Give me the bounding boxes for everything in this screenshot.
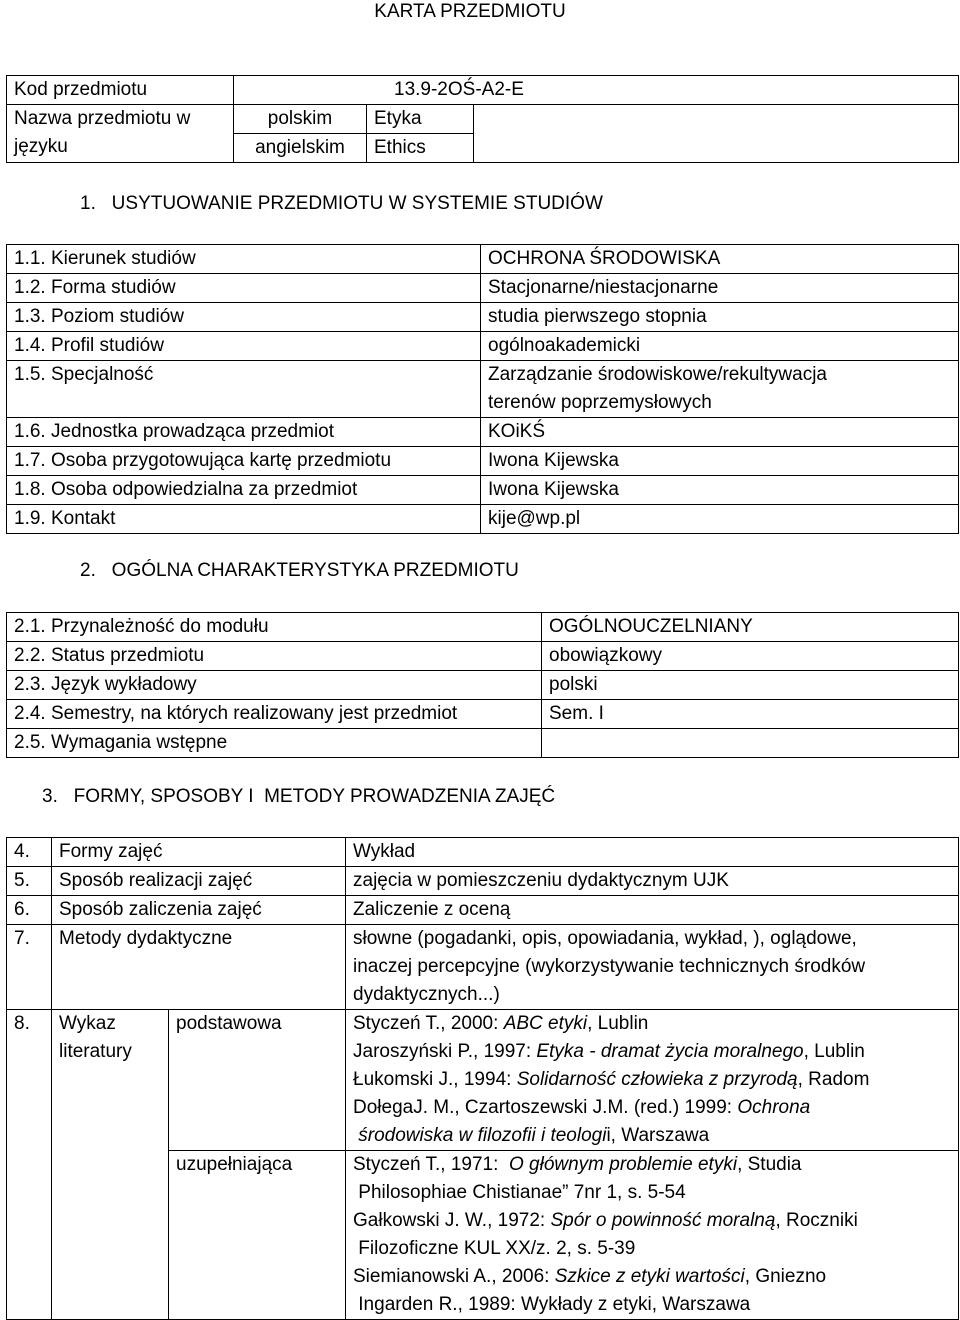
lang-polish: polskim [234,105,367,134]
s1-value: studia pierwszego stopnia [481,303,959,332]
s3-value-line: słowne (pogadanki, opis, opowiadania, wykład, ), oglądowe, [353,928,857,949]
literature-basic-row [7,1010,959,1151]
s1-label: 1.8. Osoba odpowiedzialna za przedmiot [7,476,481,505]
lang-english: angielskim [234,134,367,163]
s1-label: 1.2. Forma studiów [7,274,481,303]
s1-label: 1.6. Jednostka prowadząca przedmiot [7,418,481,447]
s3-value-line: inaczej percepcyjne (wykorzystywanie technicznych środków [353,956,866,977]
s1-value: KOiKŚ [481,418,959,447]
s3-row [7,838,959,867]
s3-row [7,867,959,896]
literature-item: środowiska w filozofii i teologii, Warszawa [358,1125,710,1146]
name-polish: Etyka [367,105,474,134]
s1-row [7,332,959,361]
literature-item: DołegaJ. M., Czartoszewski J.M. (red.) 1999: Ochrona [353,1097,811,1118]
s1-value: Iwona Kijewska [481,447,959,476]
section3-table [6,837,959,1320]
s1-label: 1.3. Poziom studiów [7,303,481,332]
literature-supp-list [346,1151,959,1320]
s3-label: Sposób zaliczenia zajęć [52,896,346,925]
header-table [6,75,959,163]
s3-num: 5. [7,867,52,896]
literature-item: Styczeń T., 2000: ABC etyki, Lublin [353,1013,649,1034]
s1-label: 1.7. Osoba przygotowująca kartę przedmiotu [7,447,481,476]
s1-value: OCHRONA ŚRODOWISKA [481,245,959,274]
code-value: 13.9-2OŚ-A2-E [234,76,959,105]
literature-item: Gałkowski J. W., 1972: Spór o powinność moralną, Roczniki [353,1210,858,1231]
s3-num: 4. [7,838,52,867]
s1-value: ogólnoakademicki [481,332,959,361]
s1-value-line1: Zarządzanie środowiskowe/rekultywacja [488,364,827,385]
s2-label: 2.5. Wymagania wstępne [7,729,542,758]
literature-item: Łukomski J., 1994: Solidarność człowieka z przyrodą, Radom [353,1069,870,1090]
s1-label: 1.1. Kierunek studiów [7,245,481,274]
name-label [7,105,234,163]
s3-row [7,896,959,925]
literature-num: 8. [7,1010,52,1320]
s3-value: zajęcia w pomieszczeniu dydaktycznym UJK [346,867,959,896]
name-row-1 [7,105,959,134]
s2-label: 2.2. Status przedmiotu [7,642,542,671]
s1-row [7,505,959,534]
s2-value [542,729,959,758]
s3-label: Sposób realizacji zajęć [52,867,346,896]
s1-label: 1.4. Profil studiów [7,332,481,361]
s3-num: 7. [7,925,52,1010]
s3-value: Wykład [346,838,959,867]
literature-basic-label: podstawowa [169,1010,346,1151]
literature-supp-label: uzupełniająca [169,1151,346,1320]
s2-label: 2.4. Semestry, na których realizowany jest przedmiot [7,700,542,729]
section2-table [6,612,959,758]
s2-row [7,642,959,671]
s3-label: Formy zajęć [52,838,346,867]
s3-value: Zaliczenie z oceną [346,896,959,925]
s2-value: polski [542,671,959,700]
s1-label: 1.5. Specjalność [7,361,481,418]
literature-label-line2: literatury [59,1041,132,1062]
s1-value-line2: terenów poprzemysłowych [488,392,712,413]
literature-item: Filozoficzne KUL XX/z. 2, s. 5-39 [353,1238,636,1259]
name-empty [474,105,959,163]
code-row [7,76,959,105]
s2-row [7,729,959,758]
s1-row [7,447,959,476]
section1-table [6,244,959,534]
literature-item: Siemianowski A., 2006: Szkice z etyki wartości, Gniezno [353,1266,827,1287]
literature-label [52,1010,169,1320]
s1-row [7,245,959,274]
s3-num: 6. [7,896,52,925]
code-label: Kod przedmiotu [7,76,234,105]
s3-value-line: dydaktycznych...) [353,984,500,1005]
s1-row [7,361,959,418]
literature-item: Styczeń T., 1971: O głównym problemie etyki, Studia [353,1154,802,1175]
s1-label: 1.9. Kontakt [7,505,481,534]
literature-item: Ingarden R., 1989: Wykłady z etyki, Warszawa [353,1294,751,1315]
section2-heading: 2. OGÓLNA CHARAKTERYSTYKA PRZEDMIOTU [80,560,519,581]
name-label-line2: języku [14,136,68,157]
s2-value: OGÓLNOUCZELNIANY [542,613,959,642]
name-english: Ethics [367,134,474,163]
s2-row [7,671,959,700]
s1-row [7,476,959,505]
s3-value [346,925,959,1010]
s1-value: Iwona Kijewska [481,476,959,505]
s1-value: Stacjonarne/niestacjonarne [481,274,959,303]
s3-label: Metody dydaktyczne [52,925,346,1010]
name-label-line1: Nazwa przedmiotu w [14,108,191,129]
page-title: KARTA PRZEDMIOTU [374,1,566,22]
s3-row [7,925,959,1010]
s2-row [7,700,959,729]
literature-item: Jaroszyński P., 1997: Etyka - dramat życia moralnego, Lublin [353,1041,865,1062]
s2-row [7,613,959,642]
s2-value: obowiązkowy [542,642,959,671]
s1-value [481,361,959,418]
literature-item: Philosophiae Chistianae” 7nr 1, s. 5-54 [353,1182,686,1203]
s2-value: Sem. I [542,700,959,729]
section3-heading: 3. FORMY, SPOSOBY I METODY PROWADZENIA ZAJĘĆ [42,786,556,807]
s1-row [7,418,959,447]
s1-value: kije@wp.pl [481,505,959,534]
s1-row [7,303,959,332]
s1-row [7,274,959,303]
section1-heading: 1. USYTUOWANIE PRZEDMIOTU W SYSTEMIE STUDIÓW [80,193,603,214]
s2-label: 2.1. Przynależność do modułu [7,613,542,642]
literature-label-line1: Wykaz [59,1013,116,1034]
literature-basic-list [346,1010,959,1151]
s2-label: 2.3. Język wykładowy [7,671,542,700]
